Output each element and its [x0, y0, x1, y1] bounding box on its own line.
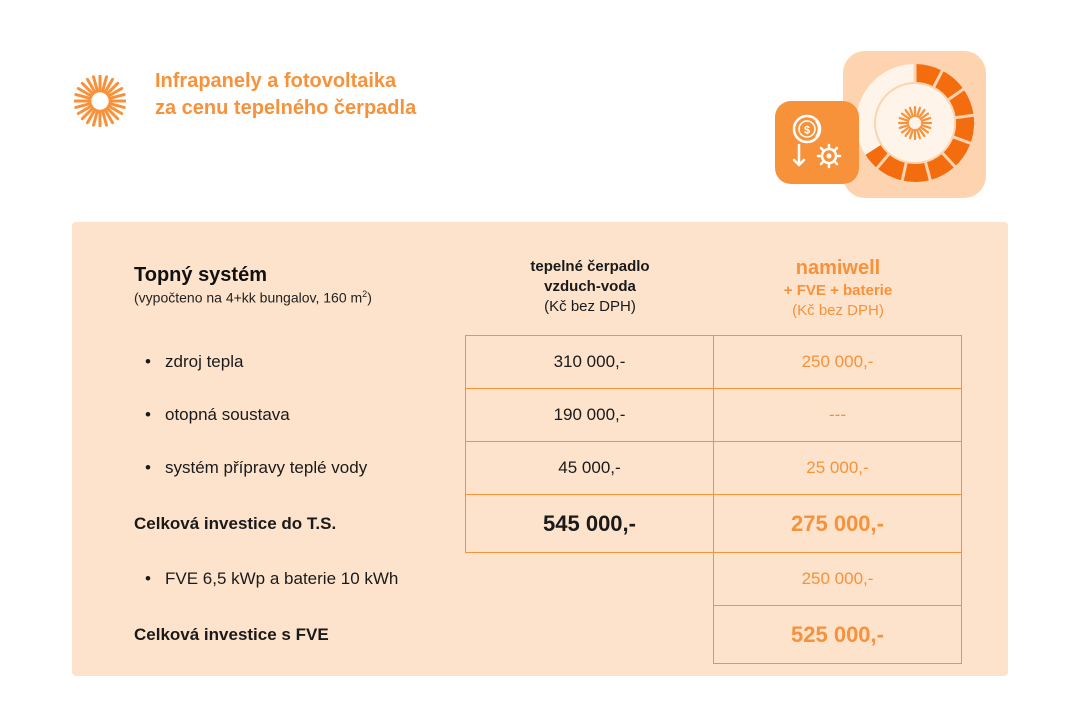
row-label-otopna-soustava: [148, 405, 290, 425]
row-label-text: FVE 6,5 kWp a baterie 10 kWh: [165, 569, 399, 588]
row-label-total-ts: Celková investice do T.S.: [134, 514, 337, 533]
column-header-namiwell: [714, 255, 962, 321]
title-line-2: za cenu tepelného čerpadla: [155, 97, 417, 119]
cell-namiwell-total-fve: 525 000,-: [713, 605, 962, 664]
col1-line3: (Kč bez DPH): [544, 298, 636, 315]
logo-sun-icon: [74, 75, 126, 127]
subheading-sup: 2: [362, 289, 368, 299]
cell-heat-pump-otopna: 190 000,-: [465, 388, 714, 442]
title-line-1: Infrapanely a fotovoltaika: [155, 70, 397, 92]
cell-namiwell-voda: 25 000,-: [713, 441, 962, 495]
row-label-total-fve: Celková investice s FVE: [134, 625, 329, 644]
col1-line1: tepelné čerpadlo: [530, 258, 650, 275]
row-label-fve: [148, 569, 398, 589]
col2-line2: + FVE + baterie: [783, 282, 893, 299]
row-label-text: zdroj tepla: [165, 352, 244, 371]
row-label-text: otopná soustava: [165, 405, 290, 424]
donut-chart-tile: [843, 51, 986, 198]
cell-heat-pump-zdroj: 310 000,-: [465, 335, 714, 389]
cell-namiwell-fve: 250 000,-: [713, 552, 962, 606]
cell-namiwell-otopna: ---: [713, 388, 962, 442]
column-header-heat-pump: [466, 257, 714, 317]
cell-heat-pump-voda: 45 000,-: [465, 441, 714, 495]
money-down-gear-icon: [775, 101, 859, 184]
table-subheading: [134, 289, 372, 306]
row-label-zdroj-tepla: [148, 352, 243, 372]
row-label-tepla-voda: [148, 458, 367, 478]
cell-namiwell-total: 275 000,-: [713, 494, 962, 553]
row-label-text: systém přípravy teplé vody: [165, 458, 368, 477]
table-heading: Topný systém: [134, 264, 267, 286]
subheading-end: ): [367, 289, 372, 306]
subheading-text: (vypočteno na 4+kk bungalov, 160 m: [134, 289, 363, 306]
svg-text:$: $: [803, 124, 811, 137]
col2-brand: namiwell: [795, 257, 881, 279]
cell-namiwell-zdroj: 250 000,-: [713, 335, 962, 389]
cell-heat-pump-total: 545 000,-: [465, 494, 714, 553]
page-title: [155, 68, 416, 122]
col1-line2: vzduch-voda: [544, 278, 636, 295]
col2-line3: (Kč bez DPH): [792, 302, 884, 319]
donut-chart-icon: [843, 51, 986, 198]
